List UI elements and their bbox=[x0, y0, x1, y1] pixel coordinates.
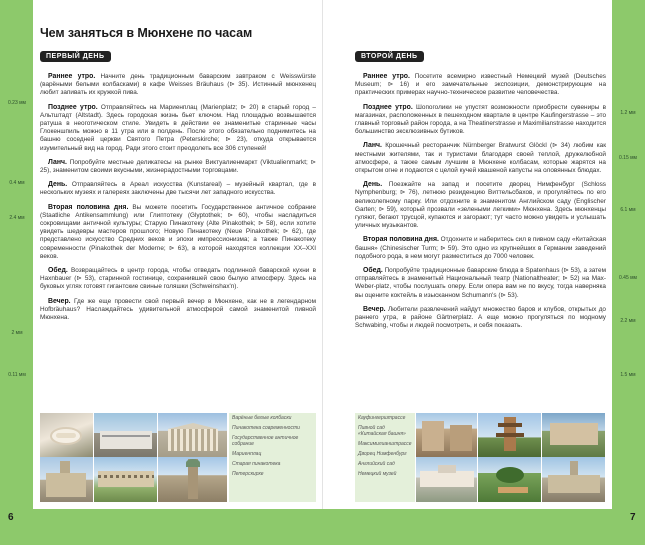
paragraph-text: Отдохните и наберитесь сил в пивном саду «Китайская башня» (Chinesischer Turm; ⊳ 59). Это одно из крупнейших в Германии заведений подобного рода, в нем могут разместиться до 7000 человек. bbox=[355, 236, 607, 260]
paragraph-text: Отправляйтесь на Мариенплац (Marienplatz; ⊳ 20) в старый город – Альтштадт (Altstadt). Здесь городская жизнь бьет ключом. Над площадью возвышается ратуша в неоготическом стиле. Увидеть в действии ее знаменитые старинные часы Глокеншпиль можно в 11 утра или в полдень. После этого обязательно поднимитесь на башню соседней церкви Святого Петра (Peterskirche; ⊳ 23), откуда открывается изумительный вид на город. Ради этого стоит преодолеть все 306 ступеней! bbox=[40, 103, 316, 152]
caption: Мариенплац bbox=[232, 451, 262, 457]
caption: Петерскирхе bbox=[232, 471, 264, 477]
right-body bbox=[355, 73, 606, 336]
paragraph-text: Начните день традиционным баварским завтраком с Weisswürste (варёными белыми колбасками) в кафе Weisses Bräuhaus (⊳ 35). Истинный мюнхенец любит запивать их кружкой пива. bbox=[40, 73, 316, 97]
paragraph-lead: Раннее утро. bbox=[48, 73, 96, 80]
side-note: 1.2 мм bbox=[620, 110, 636, 116]
paragraph-afternoon bbox=[355, 236, 606, 261]
paragraph-day bbox=[355, 181, 606, 230]
paragraph-early-morning bbox=[40, 73, 316, 98]
paragraph-late-morning bbox=[355, 104, 606, 137]
paragraph-lead: Вечер. bbox=[48, 297, 71, 305]
paragraph-lead: Ланч. bbox=[363, 142, 382, 150]
photo-english-garden bbox=[478, 457, 542, 502]
caption: Пинакотека современности bbox=[232, 425, 300, 431]
paragraph-lead: Обед. bbox=[363, 267, 383, 275]
photo-pinakothek-moderne bbox=[94, 413, 158, 457]
side-note: 0.4 мм bbox=[9, 180, 25, 186]
paragraph-lead: День. bbox=[48, 181, 68, 189]
caption: Государственное античное собрание bbox=[232, 435, 299, 447]
paragraph-afternoon bbox=[40, 204, 316, 261]
paragraph-text: Крошечный ресторанчик Nürnberger Bratwurst Glöckl (⊳ 34) любим как местными жителями, так и туристами благодаря своей теплой, дружелюбной атмосфере, а также самым лучшим в Мюнхене колбасам, которые жарятся на открытом огне и подаются с целой кучей квашеной капусты на оловянных блюдах. bbox=[355, 142, 606, 175]
left-margin-band bbox=[0, 0, 33, 509]
side-note: 0.23 мм bbox=[8, 100, 26, 106]
paragraph-text: Шопоголики не упустят возможности приобрести сувениры в магазинах, расположенных в пешеходном квартале в центре Kaufingerstrasse – это главный торговый район города, а на Theatinerstrasse и Maximilianstrasse находится большинство эксклюзивных бутиков. bbox=[355, 103, 606, 136]
side-note: 1.5 мм bbox=[620, 372, 636, 378]
paragraph-evening bbox=[40, 298, 316, 323]
caption: Английский сад bbox=[358, 461, 395, 467]
left-body bbox=[40, 73, 316, 328]
caption: Немецкий музей bbox=[358, 471, 397, 477]
photo-alte-pinakothek bbox=[94, 457, 158, 502]
photo-strip-right bbox=[416, 413, 606, 502]
paragraph-lead: Вечер. bbox=[363, 305, 386, 313]
paragraph-text: Посетите всемирно известный Немецкий музей (Deutsches Museum; ⊳ 16) и его замечательные экспозиции, демонстрирующие на практических примерах научно-техническое развитие человечества. bbox=[355, 73, 606, 97]
paragraph-text: Попробуйте местные деликатесы на рынке Виктуалиенмаркт (Viktualienmarkt; ⊳ 25), знаменитом своими вкусными, жизнерадостными торговцами. bbox=[40, 158, 316, 175]
caption: Старая пинакотека bbox=[232, 461, 281, 467]
paragraph-dinner bbox=[355, 267, 606, 300]
side-note: 2.4 мм bbox=[9, 215, 25, 221]
photo-nymphenburg bbox=[416, 457, 478, 502]
photo-deutsches-museum bbox=[542, 457, 606, 502]
paragraph-text: Вы можете посетить Государственное античное собрание (Staatliche Antikensammlung) или Глиптотеку (Glyptothek; ⊳ 60), чтобы насладиться сокровищами античной культуры; Старую Пинакотеку (Alte Pinakothek; ⊳ 58), если хотите увидеть шедевры мастеров прошлого; Новую Пинакотеку (Neue Pinakothek; ⊳ 62), где представлено искусство Средних веков и эпохи импрессионизма; а также Пинакотеку современности (Pinakothek der Moderne; ⊳ 63), в которой находятся коллекции XX–XXI веков. bbox=[40, 203, 316, 260]
page-number-right: 7 bbox=[630, 512, 636, 523]
paragraph-lead: Вторая половина дня. bbox=[363, 236, 439, 244]
side-note: 0.45 мм bbox=[619, 275, 637, 281]
paragraph-dinner bbox=[40, 267, 316, 292]
paragraph-lunch bbox=[40, 159, 316, 175]
paragraph-lead: Позднее утро. bbox=[48, 103, 98, 111]
page-number-left: 6 bbox=[8, 512, 14, 523]
caption: Кауфингерштрассе bbox=[358, 415, 406, 421]
photo-kaufingerstrasse bbox=[416, 413, 478, 457]
paragraph-text: Поезжайте на запад и посетите дворец Нимфенбург (Schloss Nymphenburg; ⊳ 76), летнюю резиденцию Виттельсбахов, и прогуляйтесь по его великолепному парку. Или отдохните в знаменитом Английском саду (Englischer Garten; ⊳ 59), который прозвали «зелеными легкими» Мюнхена. Здесь мюнхенцы гуляют, бегают трусцой, купаются и загорают; тут часто можно увидеть и услышать уличных музыкантов. bbox=[355, 181, 606, 230]
paragraph-lead: Обед. bbox=[48, 267, 68, 275]
side-note: 6.1 мм bbox=[620, 207, 636, 213]
caption: Максимилианштрассе bbox=[358, 441, 412, 447]
paragraph-text: Возвращайтесь в центр города, чтобы отведать подлинной баварской кухни в Haxnbauer (⊳ 53), старинной гостинице, сохранившей свою былую атмосферу. Здесь на буковых углях готовят гигантские свиные голяшки (Schweinshax'n). bbox=[40, 267, 316, 291]
photo-maximilianstrasse bbox=[542, 413, 606, 457]
paragraph-early-morning bbox=[355, 73, 606, 98]
paragraph-lead: День. bbox=[363, 181, 383, 189]
photo-chinese-tower bbox=[478, 413, 542, 457]
photo-strip-left bbox=[40, 413, 228, 502]
bottom-band bbox=[0, 509, 645, 545]
page-gutter bbox=[322, 0, 323, 509]
paragraph-text: Отправляйтесь в Ареал искусства (Kunstareal) – музейный квартал, где в нескольких музеях и галереях заключены две тысячи лет западного искусства. bbox=[40, 181, 316, 197]
day-badge-first: ПЕРВЫЙ ДЕНЬ bbox=[40, 51, 111, 62]
photo-peterskirche bbox=[158, 457, 228, 502]
paragraph-text: Где же еще провести свой первый вечер в Мюнхене, как не в легендарном Hofbräuhaus? Наслаждайтесь удивительной атмосферой самой знаменитой пивной Мюнхена. bbox=[40, 297, 316, 322]
paragraph-day bbox=[40, 181, 316, 197]
right-margin-band bbox=[612, 0, 645, 509]
side-note: 2.2 мм bbox=[620, 318, 636, 324]
paragraph-evening bbox=[355, 306, 606, 331]
caption: Варёные белые колбаски bbox=[232, 415, 292, 421]
paragraph-text: Попробуйте традиционные баварские блюда в Spatenhaus (⊳ 53), а затем отправляйтесь в знаменитый Национальный театр (Nationaltheater; ⊳ 52) на Max-Weber-platz, чтобы послушать оперу. Если опера вам не по вкусу, тогда наверняка вы оцените коктейль в изысканном Schumann's (⊳ 53). bbox=[355, 267, 606, 299]
page-title: Чем заняться в Мюнхене по часам bbox=[40, 26, 253, 40]
caption: Пивной сад «Китайская башня» bbox=[358, 425, 406, 437]
paragraph-text: Любители развлечений найдут множество баров и клубов, открытых до раннего утра, в районе Gärtnerplatz. А еще можно прогуляться по модному Schwabing, чтобы и людей посмотреть, и себя показать. bbox=[355, 305, 606, 330]
side-note: 0.15 мм bbox=[619, 155, 637, 161]
caption: Дворец Нимфенбург bbox=[358, 451, 407, 457]
paragraph-lead: Ланч. bbox=[48, 158, 67, 166]
photo-marienplatz bbox=[40, 457, 94, 502]
paragraph-lead: Позднее утро. bbox=[363, 103, 413, 111]
day-badge-second: ВТОРОЙ ДЕНЬ bbox=[355, 51, 424, 62]
paragraph-lead: Раннее утро. bbox=[363, 73, 410, 80]
photo-sausages bbox=[40, 413, 94, 457]
photo-antikensammlung bbox=[158, 413, 228, 457]
paragraph-lead: Вторая половина дня. bbox=[48, 203, 129, 211]
captions-left bbox=[229, 413, 316, 502]
side-note: 2 мм bbox=[11, 330, 23, 336]
side-note: 0.11 мм bbox=[8, 372, 26, 378]
captions-right bbox=[355, 413, 415, 502]
paragraph-lunch bbox=[355, 142, 606, 175]
paragraph-late-morning bbox=[40, 104, 316, 153]
